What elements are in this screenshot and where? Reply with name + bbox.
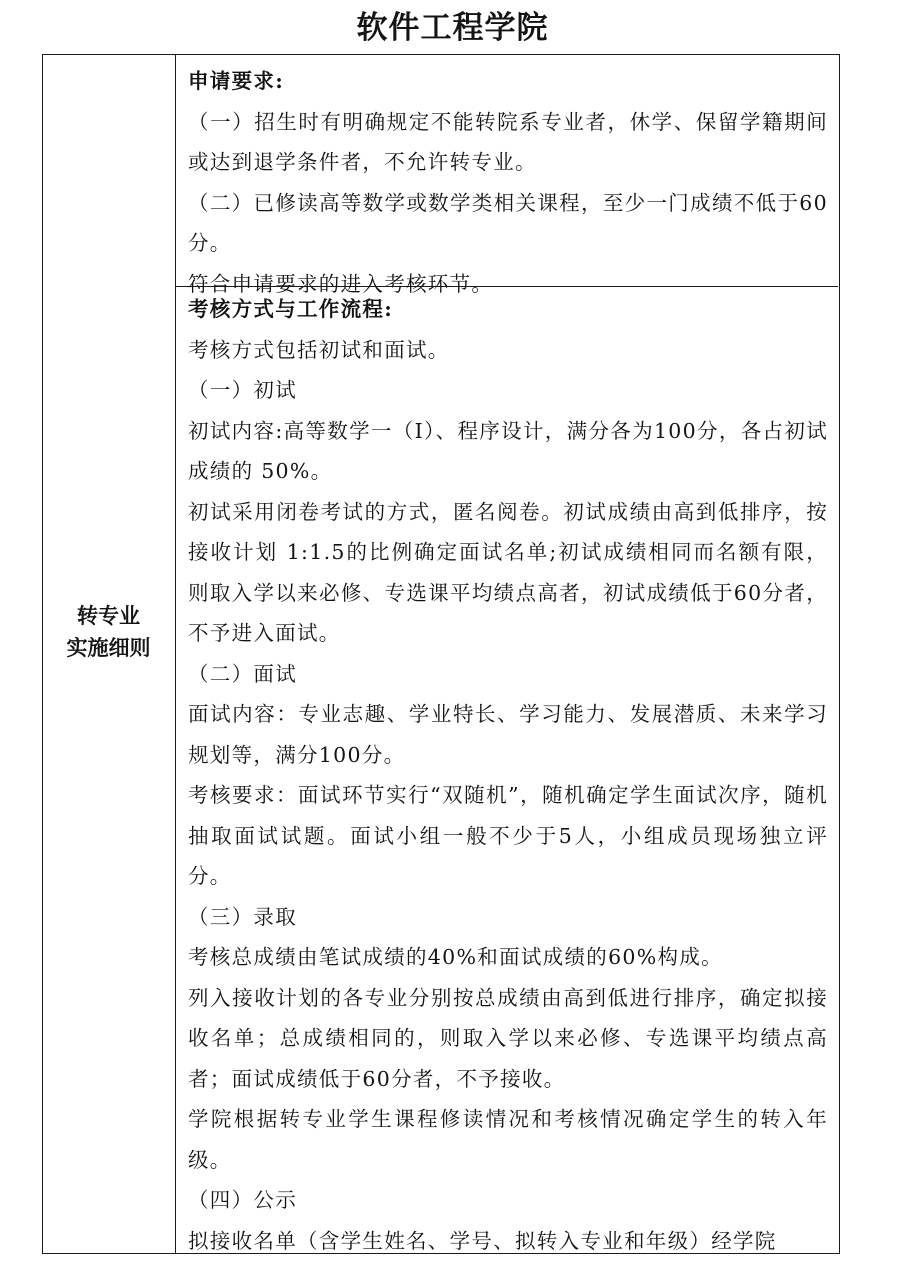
admission-ranking: 列入接收计划的各专业分别按总成绩由高到低进行排序，确定拟接收名单；总成绩相同的，则取入学以来必修、专选课平均绩点高者；面试成绩低于60分者，不予接收。	[188, 978, 828, 1100]
application-item-1: （一）招生时有明确规定不能转院系专业者，休学、保留学籍期间或达到退学条件者，不允许转专业。	[188, 102, 828, 183]
row-label-line-1: 转专业	[43, 600, 174, 632]
admission-grade-placement: 学院根据转专业学生课程修读情况和考核情况确定学生的转入年级。	[188, 1099, 828, 1180]
application-conclusion: 符合申请要求的进入考核环节。	[188, 264, 828, 305]
interview-content: 面试内容：专业志趣、学业特长、学习能力、发展潜质、未来学习规划等，满分100分。	[188, 694, 828, 775]
row-label-cell	[43, 55, 176, 1253]
admission-score-composition: 考核总成绩由笔试成绩的40%和面试成绩的60%构成。	[188, 937, 828, 978]
application-heading: 申请要求:	[188, 61, 828, 102]
policy-table	[42, 54, 840, 1254]
application-item-2: （二）已修读高等数学或数学类相关课程，至少一门成绩不低于60分。	[188, 183, 828, 264]
preliminary-exam-title: （一）初试	[188, 370, 828, 411]
document-title: 软件工程学院	[0, 6, 905, 50]
interview-title: （二）面试	[188, 654, 828, 695]
preliminary-exam-procedure: 初试采用闭卷考试的方式，匿名阅卷。初试成绩由高到低排序，按接收计划 1:1.5的比例确定面试名单;初试成绩相同而名额有限，则取入学以来必修、专选课平均绩点高者，初试成绩低于60分者，不予进入面试。	[188, 492, 828, 654]
assessment-section	[176, 287, 838, 1261]
interview-requirements: 考核要求：面试环节实行“双随机”，随机确定学生面试次序，随机抽取面试试题。面试小组一般不少于5人，小组成员现场独立评分。	[188, 775, 828, 897]
assessment-intro: 考核方式包括初试和面试。	[188, 330, 828, 371]
content-cell	[176, 55, 838, 1253]
admission-title: （三）录取	[188, 897, 828, 938]
publicity-content: 拟接收名单（含学生姓名、学号、拟转入专业和年级）经学院	[188, 1221, 828, 1261]
assessment-heading: 考核方式与工作流程:	[188, 289, 828, 330]
application-requirements-section	[176, 55, 838, 287]
preliminary-exam-content: 初试内容:高等数学一（I）、程序设计，满分各为100分，各占初试成绩的 50%。	[188, 411, 828, 492]
row-label	[43, 600, 174, 664]
row-label-line-2: 实施细则	[43, 632, 174, 664]
publicity-title: （四）公示	[188, 1180, 828, 1221]
